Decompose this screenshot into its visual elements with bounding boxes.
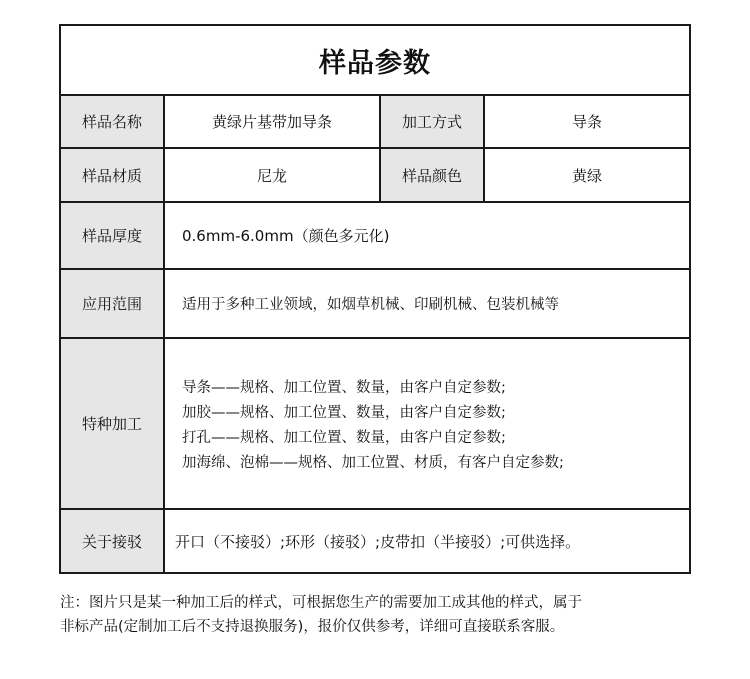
special-processing-line: 加海绵、泡棉——规格、加工位置、材质，有客户自定参数; [182,454,564,471]
value-special-processing [165,339,689,508]
special-processing-line: 加胶——规格、加工位置、数量，由客户自定参数; [182,404,506,421]
value-processing-method: 导条 [571,113,602,131]
table-row-special-processing [61,339,689,510]
label-special-processing: 特种加工 [61,339,165,508]
table-row-application [61,270,689,339]
value-sample-color: 黄绿 [571,166,602,185]
footnote-line-2: 非标产品(定制加工后不支持退换服务)，报价仅供参考，详细可直接联系客服。 [60,619,565,635]
special-processing-line: 导条——规格、加工位置、数量，由客户自定参数; [182,379,506,396]
table-row-name [61,96,689,149]
table-title: 样品参数 [319,47,431,79]
value-sample-material: 尼龙 [165,149,381,201]
footnote [60,591,700,639]
label-sample-thickness: 样品厚度 [61,203,165,268]
value-sample-thickness: 0.6mm-6.0mm（颜色多元化) [182,227,390,245]
footnote-line-1: 注：图片只是某一种加工后的样式，可根据您生产的需要加工成其他的样式，属于 [60,595,582,611]
table-row-thickness [61,203,689,270]
label-sample-material: 样品材质 [61,149,165,201]
table-row-splicing [61,510,689,572]
value-application-range: 适用于多种工业领域，如烟草机械、印刷机械、包装机械等 [182,297,559,313]
table-title-row [61,26,689,96]
label-sample-name: 样品名称 [61,96,165,147]
value-splicing: 开口（不接驳）;环形（接驳）;皮带扣（半接驳）;可供选择。 [175,532,581,551]
special-processing-line: 打孔——规格、加工位置、数量，由客户自定参数; [182,429,506,446]
value-sample-name: 黄绿片基带加导条 [165,96,381,147]
label-splicing: 关于接驳 [61,510,165,572]
table-row-material [61,149,689,203]
parameter-table [59,24,691,574]
label-sample-color: 样品颜色 [381,149,485,201]
label-application-range: 应用范围 [61,270,165,337]
label-processing-method: 加工方式 [381,96,485,147]
